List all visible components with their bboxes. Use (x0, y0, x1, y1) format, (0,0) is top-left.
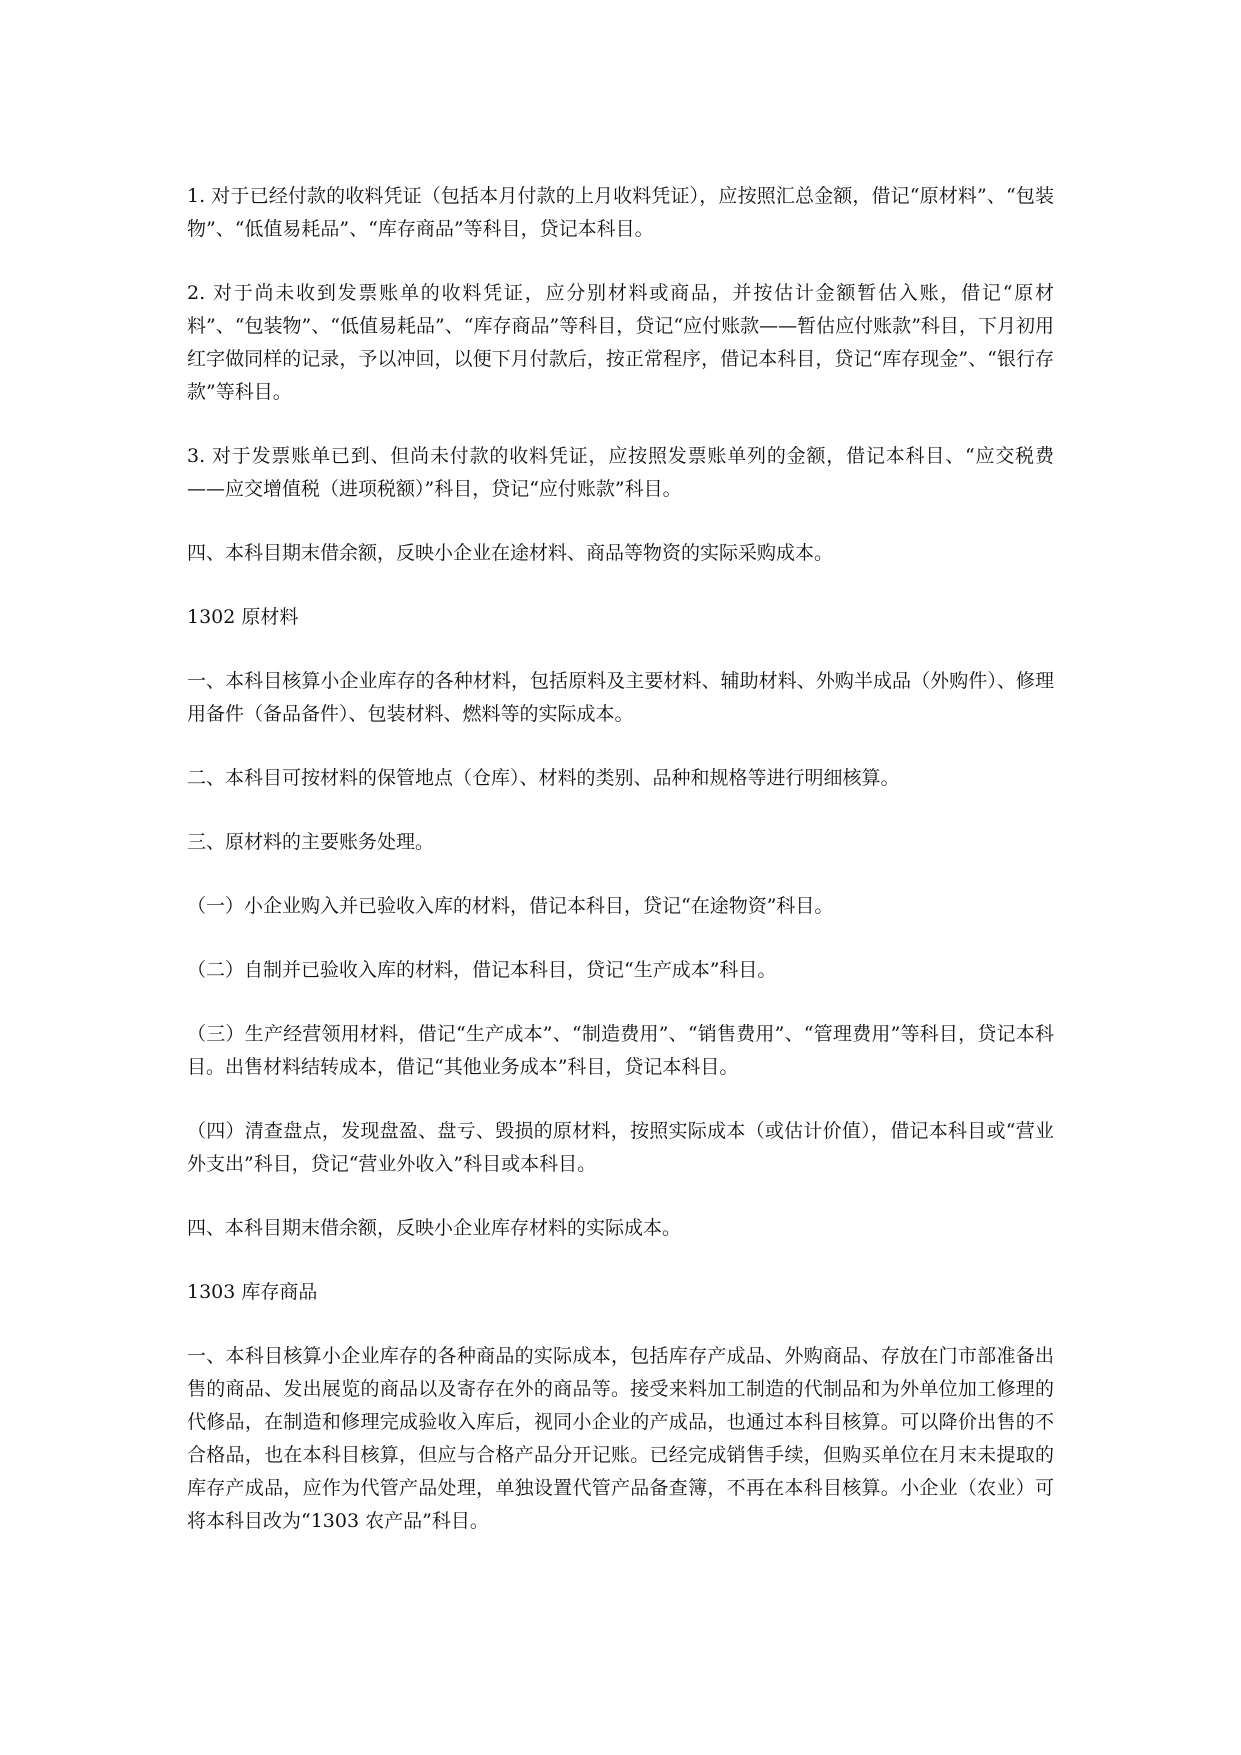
section-heading-1302: 1302 原材料 (187, 606, 299, 628)
paragraph-1: 1. 对于已经付款的收料凭证（包括本月付款的上月收料凭证），应按照汇总金额，借记“原材料”、“包装物”、“低值易耗品”、“库存商品”等科目，贷记本科目。 (187, 185, 1054, 240)
paragraph-4: 四、本科目期末借余额，反映小企业在途材料、商品等物资的实际采购成本。 (187, 542, 834, 564)
paragraph-15: 一、本科目核算小企业库存的各种商品的实际成本，包括库存产成品、外购商品、存放在门市部准备出售的商品、发出展览的商品以及寄存在外的商品等。接受来料加工制造的代制品和为外单位加工修理的代修品，在制造和修理完成验收入库后，视同小企业的产成品，也通过本科目核算。可以降价出售的不合格品，也在本科目核算，但应与合格产品分开记账。已经完成销售手续，但购买单位在月末未提取的库存产成品，应作为代管产品处理，单独设置代管产品备查簿，不再在本科目核算。小企业（农业）可将本科目改为“1303 农产品”科目。 (187, 1345, 1054, 1532)
paragraph-11: （三）生产经营领用材料，借记“生产成本”、“制造费用”、“销售费用”、“管理费用”等科目，贷记本科目。出售材料结转成本，借记“其他业务成本”科目，贷记本科目。 (187, 1023, 1054, 1078)
paragraph-2: 2. 对于尚未收到发票账单的收料凭证，应分别材料或商品，并按估计金额暂估入账，借记“原材料”、“包装物”、“低值易耗品”、“库存商品”等科目，贷记“应付账款——暂估应付账款”科目，下月初用红字做同样的记录，予以冲回，以便下月付款后，按正常程序，借记本科目，贷记“库存现金”、“银行存款”等科目。 (187, 282, 1054, 403)
paragraph-10: （二）自制并已验收入库的材料，借记本科目，贷记“生产成本”科目。 (187, 959, 777, 981)
paragraph-9: （一）小企业购入并已验收入库的材料，借记本科目，贷记“在途物资”科目。 (187, 895, 834, 917)
paragraph-12: （四）清查盘点，发现盘盈、盘亏、毁损的原材料，按照实际成本（或估计价值），借记本科目或“营业外支出”科目，贷记“营业外收入”科目或本科目。 (187, 1120, 1054, 1175)
paragraph-3: 3. 对于发票账单已到、但尚未付款的收料凭证，应按照发票账单列的金额，借记本科目、“应交税费——应交增值税（进项税额）”科目，贷记“应付账款”科目。 (187, 445, 1054, 500)
paragraph-8: 三、原材料的主要账务处理。 (187, 831, 435, 853)
paragraph-6: 一、本科目核算小企业库存的各种材料，包括原料及主要材料、辅助材料、外购半成品（外购件）、修理用备件（备品备件）、包装材料、燃料等的实际成本。 (187, 670, 1054, 725)
paragraph-7: 二、本科目可按材料的保管地点（仓库）、材料的类别、品种和规格等进行明细核算。 (187, 767, 900, 789)
document-body (187, 180, 1054, 1569)
section-heading-1303: 1303 库存商品 (187, 1281, 318, 1303)
paragraph-13: 四、本科目期末借余额，反映小企业库存材料的实际成本。 (187, 1217, 682, 1239)
